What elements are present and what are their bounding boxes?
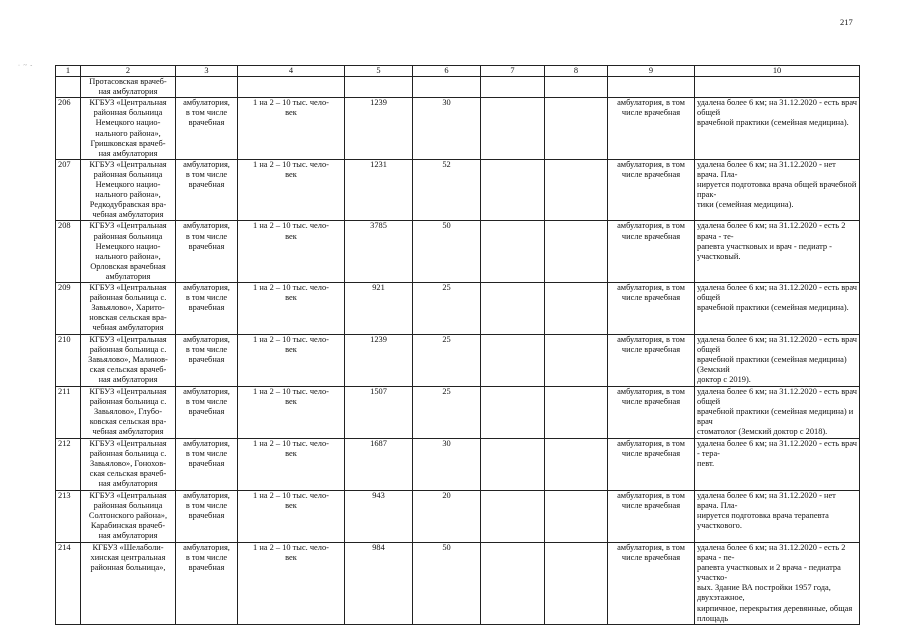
cell-population: 1507 xyxy=(345,386,413,438)
cell-column-8 xyxy=(545,282,608,334)
cell-status: амбулатория, в том числе врачебная xyxy=(608,221,695,283)
cell-column-8 xyxy=(545,542,608,624)
cell-status: амбулатория, в том числе врачебная xyxy=(608,282,695,334)
cell-status: амбулатория, в том числе врачебная xyxy=(608,334,695,386)
cell-row-number: 210 xyxy=(56,334,81,386)
cell-status: амбулатория, в том числе врачебная xyxy=(608,490,695,542)
cell-norm: 1 на 2 – 10 тыс. чело- век xyxy=(238,438,345,490)
cell-facility-type: амбулатория, в том числе врачебная xyxy=(176,282,238,334)
cell-status: амбулатория, в том числе врачебная xyxy=(608,98,695,160)
cell-facility-type: амбулатория, в том числе врачебная xyxy=(176,542,238,624)
cell-facility-name: КГБУЗ «Центральная районная больница Немецкого нацио- нального района», Редкодубравская вра- чебная амбулатория xyxy=(81,159,176,221)
cell-row-number: 214 xyxy=(56,542,81,624)
col-header-4: 4 xyxy=(238,66,345,77)
cell-norm: 1 на 2 – 10 тыс. чело- век xyxy=(238,221,345,283)
cell-column-7 xyxy=(481,542,545,624)
table-row xyxy=(56,221,860,283)
cell-distance: 30 xyxy=(413,438,481,490)
cell-population: 921 xyxy=(345,282,413,334)
page-number: 217 xyxy=(840,17,853,27)
cell-column-7 xyxy=(481,490,545,542)
cell-note: удалена более 6 км; на 31.12.2020 - нет врача. Пла- нируется подготовка врача общей врачебной прак- тики (семейная медицина). xyxy=(695,159,860,221)
cell-norm: 1 на 2 – 10 тыс. чело- век xyxy=(238,542,345,624)
cell-facility-type: амбулатория, в том числе врачебная xyxy=(176,159,238,221)
cell-status: амбулатория, в том числе врачебная xyxy=(608,159,695,221)
col-header-1: 1 xyxy=(56,66,81,77)
cell-note: удалена более 6 км; на 31.12.2020 - есть врач - тера- певт. xyxy=(695,438,860,490)
cell-distance: 30 xyxy=(413,98,481,160)
cell-facility-name: КГБУЗ «Центральная районная больница с. Завьялово», Гонохов- ская сельская врачеб- ная амбулатория xyxy=(81,438,176,490)
cell-distance: 52 xyxy=(413,159,481,221)
cell-column-7 xyxy=(481,282,545,334)
cell-status: амбулатория, в том числе врачебная xyxy=(608,386,695,438)
cell-note: удалена более 6 км; на 31.12.2020 - есть врач общей врачебной практики (семейная медицина) (Земский доктор с 2019). xyxy=(695,334,860,386)
cell-distance: 50 xyxy=(413,221,481,283)
cell-column-7 xyxy=(481,386,545,438)
table-row xyxy=(56,490,860,542)
col-header-2: 2 xyxy=(81,66,176,77)
table-row xyxy=(56,282,860,334)
table-row xyxy=(56,438,860,490)
cell-norm: 1 на 2 – 10 тыс. чело- век xyxy=(238,282,345,334)
cell-column-8 xyxy=(545,159,608,221)
cell-population: 943 xyxy=(345,490,413,542)
cell-norm: 1 на 2 – 10 тыс. чело- век xyxy=(238,386,345,438)
cell-column-8 xyxy=(545,98,608,160)
cell-column-7 xyxy=(481,159,545,221)
cell-column-8 xyxy=(545,334,608,386)
cell-status: амбулатория, в том числе врачебная xyxy=(608,438,695,490)
cell-population: 1239 xyxy=(345,98,413,160)
facilities-table xyxy=(55,65,860,625)
cell-population: 1687 xyxy=(345,438,413,490)
cell-population: 1231 xyxy=(345,159,413,221)
cell-norm: 1 на 2 – 10 тыс. чело- век xyxy=(238,334,345,386)
table-row xyxy=(56,159,860,221)
cell-facility-name: КГБУЗ «Центральная районная больница с. Завьялово», Глубо- ковская сельская вра- чебная амбулатория xyxy=(81,386,176,438)
cell-norm: 1 на 2 – 10 тыс. чело- век xyxy=(238,98,345,160)
scan-artifact-mark: · ~ - xyxy=(18,63,34,69)
col-header-9: 9 xyxy=(608,66,695,77)
col-header-5: 5 xyxy=(345,66,413,77)
cell-facility-name: КГБУЗ «Центральная районная больница Немецкого нацио- нального района», Орловская врачебная амбулатория xyxy=(81,221,176,283)
col-header-3: 3 xyxy=(176,66,238,77)
col-header-6: 6 xyxy=(413,66,481,77)
cell-note: удалена более 6 км; на 31.12.2020 - есть 2 врача - те- рапевта участковых и врач - педиатр - участковый. xyxy=(695,221,860,283)
cell-note: удалена более 6 км; на 31.12.2020 - есть 2 врача - пе- рапевта участковых и 2 врача - педиатра участко- вых. Здание ВА постройки 1957 года, двухэтажное, кирпичное, перекрытия деревянные, общая площадь xyxy=(695,542,860,624)
cell-note: удалена более 6 км; на 31.12.2020 - есть врач общей врачебной практики (семейная медицина) и врач стоматолог (Земский доктор с 2018). xyxy=(695,386,860,438)
cell-distance: 25 xyxy=(413,282,481,334)
cell-column-7 xyxy=(481,334,545,386)
cell-row-number: 213 xyxy=(56,490,81,542)
cell-facility-name: КГБУЗ «Центральная районная больница Немецкого нацио- нального района», Гришковская врачеб- ная амбулатория xyxy=(81,98,176,160)
cell-population: 984 xyxy=(345,542,413,624)
cell-row-number: 207 xyxy=(56,159,81,221)
cell-facility-name: КГБУЗ «Центральная районная больница с. Завьялово», Малинов- ская сельская врачеб- ная амбулатория xyxy=(81,334,176,386)
table-row xyxy=(56,386,860,438)
cell-distance: 25 xyxy=(413,334,481,386)
col-header-7: 7 xyxy=(481,66,545,77)
cell-column-8 xyxy=(545,386,608,438)
cell-population: 3785 xyxy=(345,221,413,283)
cell-note: удалена более 6 км; на 31.12.2020 - есть врач общей врачебной практики (семейная медицина). xyxy=(695,282,860,334)
cell-column-8 xyxy=(545,221,608,283)
cell-column-7 xyxy=(481,438,545,490)
cell-population: 1239 xyxy=(345,334,413,386)
continuation-facility-name: Протасовская врачеб- ная амбулатория xyxy=(81,77,176,98)
cell-column-7 xyxy=(481,221,545,283)
cell-row-number: 212 xyxy=(56,438,81,490)
col-header-10: 10 xyxy=(695,66,860,77)
cell-norm: 1 на 2 – 10 тыс. чело- век xyxy=(238,159,345,221)
cell-facility-name: КГБУЗ «Центральная районная больница Солтонского района», Карабинская врачеб- ная амбулатория xyxy=(81,490,176,542)
cell-facility-type: амбулатория, в том числе врачебная xyxy=(176,334,238,386)
cell-facility-type: амбулатория, в том числе врачебная xyxy=(176,386,238,438)
cell-distance: 20 xyxy=(413,490,481,542)
cell-row-number: 211 xyxy=(56,386,81,438)
cell-status: амбулатория, в том числе врачебная xyxy=(608,542,695,624)
col-header-8: 8 xyxy=(545,66,608,77)
cell-column-8 xyxy=(545,490,608,542)
cell-row-number: 206 xyxy=(56,98,81,160)
cell-facility-type: амбулатория, в том числе врачебная xyxy=(176,221,238,283)
cell-column-8 xyxy=(545,438,608,490)
cell-row-number: 208 xyxy=(56,221,81,283)
column-number-row xyxy=(56,66,860,77)
cell-row-number: 209 xyxy=(56,282,81,334)
table-row xyxy=(56,334,860,386)
cell-column-7 xyxy=(481,98,545,160)
continuation-row xyxy=(56,77,860,98)
cell-facility-name: КГБУЗ «Центральная районная больница с. Завьялово», Харито- новская сельская вра- чебная амбулатория xyxy=(81,282,176,334)
cell-distance: 25 xyxy=(413,386,481,438)
cell-facility-type: амбулатория, в том числе врачебная xyxy=(176,438,238,490)
cell-facility-type: амбулатория, в том числе врачебная xyxy=(176,98,238,160)
table-row xyxy=(56,98,860,160)
cell-facility-name: КГБУЗ «Шелаболи- хинская центральная районная больница», xyxy=(81,542,176,624)
table-row xyxy=(56,542,860,624)
cell-facility-type: амбулатория, в том числе врачебная xyxy=(176,490,238,542)
cell-distance: 50 xyxy=(413,542,481,624)
cell-note: удалена более 6 км; на 31.12.2020 - есть врач общей врачебной практики (семейная медицина). xyxy=(695,98,860,160)
cell-norm: 1 на 2 – 10 тыс. чело- век xyxy=(238,490,345,542)
cell-note: удалена более 6 км; на 31.12.2020 - нет врача. Пла- нируется подготовка врача терапевта участкового. xyxy=(695,490,860,542)
